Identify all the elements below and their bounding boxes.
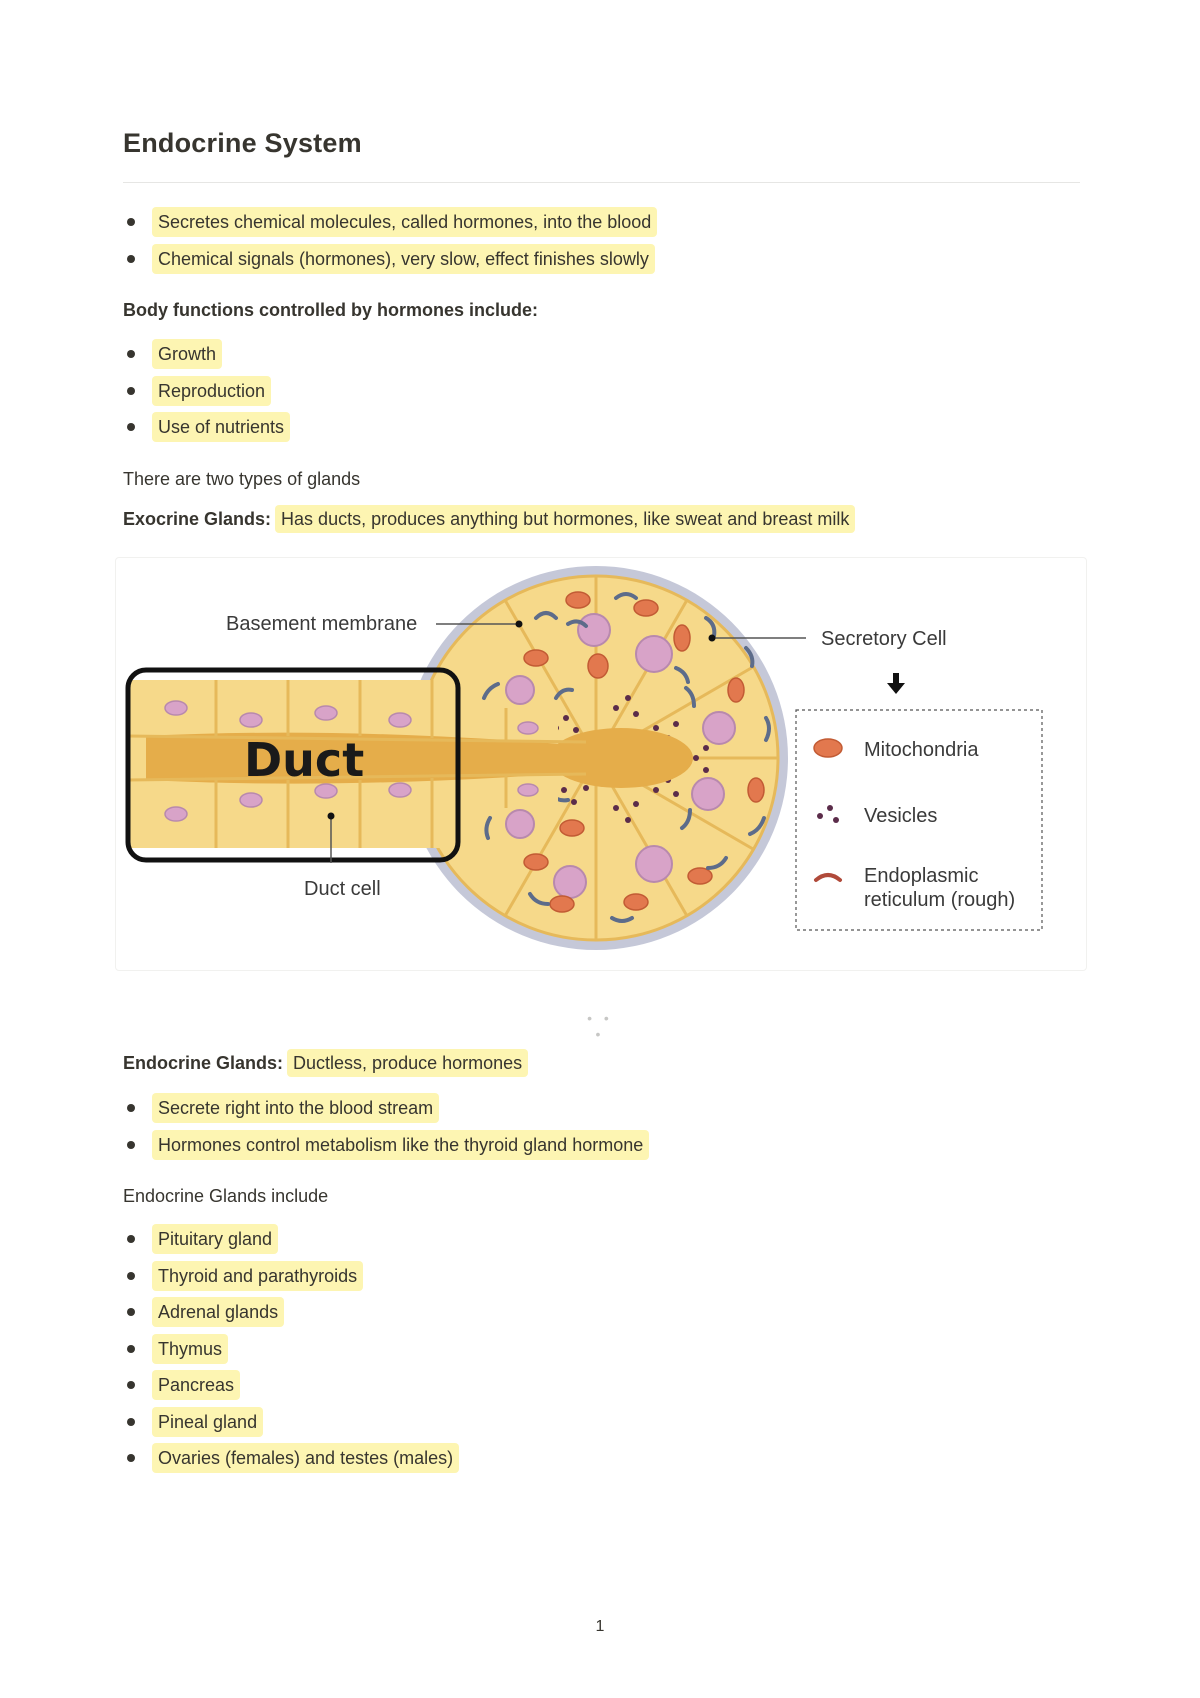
highlighted-text: Pancreas — [152, 1370, 240, 1400]
bullet-icon — [127, 1418, 135, 1426]
legend-mitochondria: Mitochondria — [864, 739, 979, 761]
highlighted-text: Secrete right into the blood stream — [152, 1093, 439, 1123]
highlighted-text: Ovaries (females) and testes (males) — [152, 1443, 459, 1473]
title-divider — [123, 182, 1080, 183]
pointer-dot — [516, 621, 523, 628]
page-number: 1 — [595, 1618, 605, 1635]
body-functions-heading: Body functions controlled by hormones include: — [123, 300, 539, 320]
bullet-icon — [127, 1345, 135, 1353]
legend-vesicles: Vesicles — [864, 805, 938, 827]
exocrine-description: Has ducts, produces anything but hormones, like sweat and breast milk — [275, 505, 855, 533]
bullet-icon — [127, 1104, 135, 1112]
basement-membrane-label: Basement membrane — [226, 613, 418, 635]
endocrine-description: Ductless, produce hormones — [287, 1049, 528, 1077]
list-item — [123, 1407, 1080, 1444]
bullet-icon — [127, 218, 135, 226]
duct-cell-label: Duct cell — [304, 878, 381, 900]
endocrine-line — [123, 1052, 528, 1074]
exocrine-line — [123, 508, 855, 530]
highlighted-text: Reproduction — [152, 376, 271, 406]
legend-er-line1: Endoplasmic — [864, 865, 979, 887]
bullet-icon — [127, 1308, 135, 1316]
list-item — [123, 412, 1080, 449]
highlighted-text: Chemical signals (hormones), very slow, effect finishes slowly — [152, 244, 655, 274]
bullet-icon — [127, 1381, 135, 1389]
list-item — [123, 339, 1080, 376]
highlighted-text: Adrenal glands — [152, 1297, 284, 1327]
list-item — [123, 1130, 1080, 1167]
mitochondria-icon — [814, 739, 842, 757]
arrow-down-icon — [887, 673, 905, 694]
list-item — [123, 1297, 1080, 1334]
body-functions-list — [123, 339, 1080, 449]
bullet-icon — [127, 1235, 135, 1243]
glands-intro-text: There are two types of glands — [123, 469, 361, 489]
pointer-dot — [709, 635, 716, 642]
duct-label: Duct — [244, 733, 365, 787]
legend-er-line2: reticulum (rough) — [864, 889, 1016, 911]
highlighted-text: Pituitary gland — [152, 1224, 278, 1254]
page-title: Endocrine System — [123, 128, 362, 158]
endocrine-glands-list — [123, 1224, 1080, 1480]
list-item — [123, 1443, 1080, 1480]
gland-diagram — [116, 558, 1086, 970]
highlighted-text: Secretes chemical molecules, called hormones, into the blood — [152, 207, 657, 237]
endocrine-bullet-list — [123, 1093, 1080, 1166]
bullet-icon — [127, 1141, 135, 1149]
list-item — [123, 244, 1080, 281]
pointer-dot — [328, 813, 335, 820]
bullet-icon — [127, 387, 135, 395]
highlighted-text: Thymus — [152, 1334, 228, 1364]
list-item — [123, 1224, 1080, 1261]
list-item — [123, 376, 1080, 413]
bullet-icon — [127, 350, 135, 358]
intro-bullet-list — [123, 207, 1080, 280]
divider-dots: • • • — [587, 1010, 613, 1042]
bullet-icon — [127, 423, 135, 431]
highlighted-text: Thyroid and parathyroids — [152, 1261, 363, 1291]
list-item — [123, 1370, 1080, 1407]
list-item — [123, 207, 1080, 244]
highlighted-text: Growth — [152, 339, 222, 369]
endocrine-label: Endocrine Glands: — [123, 1053, 284, 1073]
secretory-cell-label: Secretory Cell — [821, 628, 947, 650]
list-item — [123, 1334, 1080, 1371]
highlighted-text: Hormones control metabolism like the thyroid gland hormone — [152, 1130, 649, 1160]
list-item — [123, 1093, 1080, 1130]
exocrine-label: Exocrine Glands: — [123, 509, 272, 529]
bullet-icon — [127, 255, 135, 263]
highlighted-text: Use of nutrients — [152, 412, 290, 442]
bullet-icon — [127, 1454, 135, 1462]
list-item — [123, 1261, 1080, 1298]
endocrine-list-heading: Endocrine Glands include — [123, 1186, 329, 1206]
highlighted-text: Pineal gland — [152, 1407, 263, 1437]
exocrine-gland-figure — [115, 557, 1087, 971]
bullet-icon — [127, 1272, 135, 1280]
